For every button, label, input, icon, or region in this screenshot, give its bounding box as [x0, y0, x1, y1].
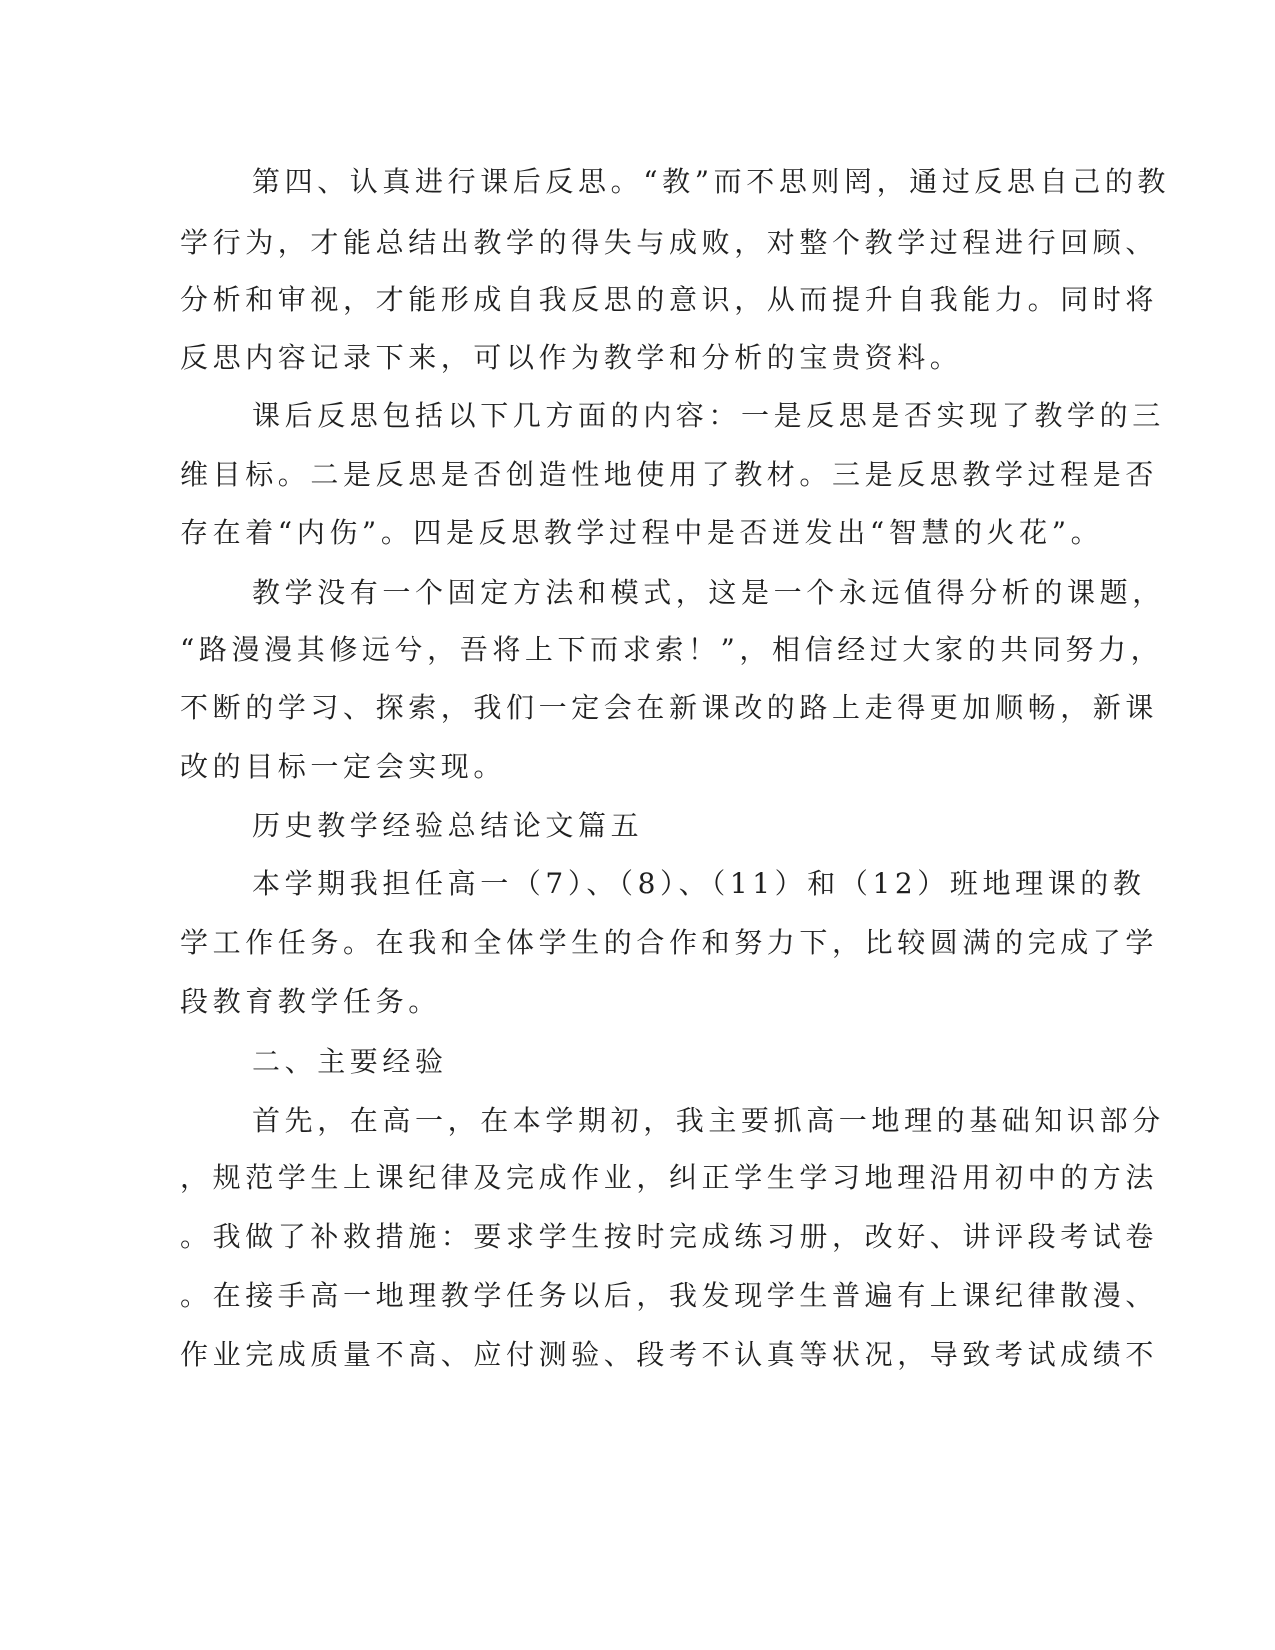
text-line: 本学期我担任高一（7）、（8）、（11）和（12）班地理课的教	[252, 867, 1146, 900]
text-line: 段教育教学任务。	[180, 985, 441, 1018]
text-line: “路漫漫其修远兮，吾将上下而求索！”，相信经过大家的共同努力，	[180, 633, 1164, 666]
text-line: 作业完成质量不高、应付测验、段考不认真等状况，导致考试成绩不	[180, 1338, 1159, 1371]
text-line: 课后反思包括以下几方面的内容：一是反思是否实现了教学的三	[252, 399, 1165, 432]
text-line: 学行为，才能总结出教学的得失与成败，对整个教学过程进行回顾、	[180, 226, 1159, 259]
text-line: 维目标。二是反思是否创造性地使用了教材。三是反思教学过程是否	[180, 458, 1159, 491]
text-line: 存在着“内伤”。四是反思教学过程中是否迸发出“智慧的火花”。	[180, 516, 1104, 549]
text-line: 不断的学习、探索，我们一定会在新课改的路上走得更加顺畅，新课	[180, 691, 1159, 724]
subsection-heading: 二、主要经验	[252, 1045, 448, 1078]
text-line: 。在接手高一地理教学任务以后，我发现学生普遍有上课纪律散漫、	[180, 1279, 1159, 1312]
text-line: 首先，在高一，在本学期初，我主要抓高一地理的基础知识部分	[252, 1104, 1165, 1137]
section-heading: 历史教学经验总结论文篇五	[252, 809, 644, 842]
text-line: 改的目标一定会实现。	[180, 750, 507, 783]
text-line: 反思内容记录下来，可以作为教学和分析的宝贵资料。	[180, 341, 963, 374]
text-line: 学工作任务。在我和全体学生的合作和努力下，比较圆满的完成了学	[180, 926, 1159, 959]
text-line: ，规范学生上课纪律及完成作业，纠正学生学习地理沿用初中的方法	[180, 1161, 1159, 1194]
text-line: 分析和审视，才能形成自我反思的意识，从而提升自我能力。同时将	[180, 283, 1159, 316]
text-line: 教学没有一个固定方法和模式，这是一个永远值得分析的课题，	[252, 576, 1165, 609]
text-line: 第四、认真进行课后反思。“教”而不思则罔，通过反思自己的教	[252, 165, 1171, 198]
text-line: 。我做了补救措施：要求学生按时完成练习册，改好、讲评段考试卷	[180, 1220, 1159, 1253]
